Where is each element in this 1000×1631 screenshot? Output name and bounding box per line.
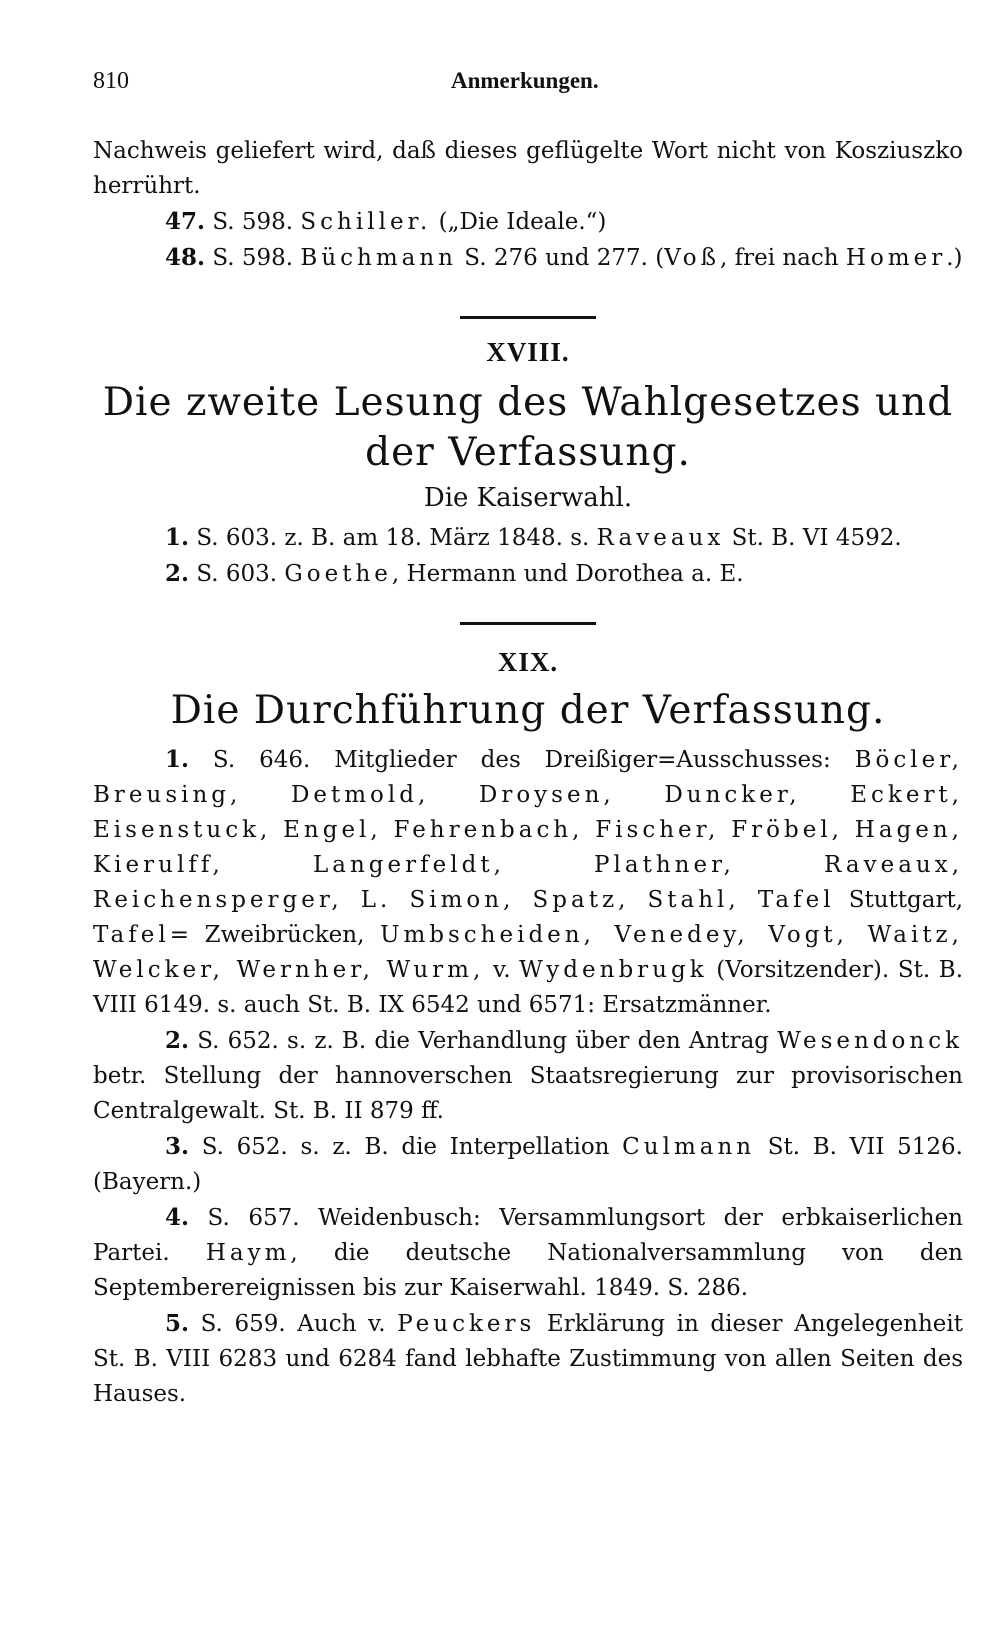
note-2 bbox=[93, 1023, 963, 1129]
note-ref: S. 598. bbox=[212, 245, 294, 271]
section-title: Die zweite Lesung des Wahlgesetzes und der Verfassung. bbox=[102, 380, 954, 475]
page bbox=[93, 60, 963, 1412]
note-text: Stuttgart, bbox=[848, 887, 964, 913]
note-text: St. B. VII 5126. (Bayern.) bbox=[93, 1134, 963, 1195]
section-number: XIX. bbox=[497, 647, 559, 677]
note-5 bbox=[93, 1306, 963, 1412]
note-name: Wesendonck bbox=[777, 1028, 964, 1054]
note-number: 48. bbox=[165, 244, 206, 271]
note-text: („Die Ideale.“) bbox=[438, 209, 607, 235]
note-name: Goethe bbox=[284, 561, 392, 587]
note-text: S. 659. Auch v. bbox=[200, 1311, 386, 1337]
note-name: Haym bbox=[205, 1240, 291, 1266]
note-text: , Hermann und Dorothea a. E. bbox=[391, 561, 744, 587]
note-author: Büchmann bbox=[300, 245, 457, 271]
note-text: , die deutsche Nationalversammlung von den Septemberereignissen bis zur Kaiserwahl. 1849. S. 286. bbox=[93, 1240, 963, 1301]
note-number: 3. bbox=[165, 1133, 190, 1160]
note-ref: S. 598. bbox=[212, 209, 294, 235]
note-name: Voß bbox=[664, 245, 720, 271]
section-title: Die Durchführung der Verfassung. bbox=[170, 688, 886, 733]
note-name: Culmann bbox=[622, 1134, 756, 1160]
page-number: 810 bbox=[93, 68, 129, 94]
note-text: S. 603. bbox=[196, 561, 278, 587]
note-48 bbox=[93, 240, 963, 276]
note-text: S. 652. s. z. B. die Interpellation bbox=[201, 1134, 610, 1160]
member-list: Tafel bbox=[93, 922, 170, 948]
note-author: Schiller. bbox=[300, 209, 432, 235]
note-1 bbox=[93, 742, 963, 1023]
note-name: Peuckers bbox=[397, 1311, 536, 1337]
section-number: XVIII. bbox=[486, 337, 570, 367]
section-subtitle: Die Kaiserwahl. bbox=[423, 483, 633, 513]
note-text: S. 657. Weidenbusch: Versammlungsort der erbkaiserlichen Partei. bbox=[93, 1205, 963, 1266]
running-title: Anmerkungen. bbox=[451, 68, 599, 93]
note-number: 1. bbox=[165, 524, 190, 551]
note-number: 2. bbox=[165, 1027, 190, 1054]
note-name: Homer bbox=[845, 245, 947, 271]
note-1 bbox=[93, 520, 963, 556]
note-text: (Vorsitzender). St. B. VIII 6149. s. auch St. B. IX 6542 und 6571: Ersatzmänner. bbox=[93, 957, 963, 1018]
section-divider bbox=[460, 316, 596, 319]
member-list: Böcler, Breusing, Detmold, Droysen, Duncker, Eckert, Eisenstuck, Engel, Fehrenbach, Fischer, Fröbel, Hagen, Kierulff, Langerfeldt, Plathner, Raveaux, Reichensperger, L. Simon, Spatz, Stahl, Tafel bbox=[93, 747, 963, 913]
note-text: v. bbox=[492, 957, 511, 983]
continuation-paragraph bbox=[93, 134, 963, 204]
note-3 bbox=[93, 1129, 963, 1200]
section-divider bbox=[460, 622, 596, 625]
note-text: S. 603. z. B. am 18. März 1848. s. bbox=[196, 525, 590, 551]
continuation-text: Nachweis geliefert wird, daß dieses geflügelte Wort nicht von Kosziuszko herrührt. bbox=[93, 138, 963, 199]
member-list: Umbscheiden, Venedey, Vogt, Waitz, Welcker, Wernher, Wurm, bbox=[93, 922, 963, 983]
note-name: Raveaux bbox=[596, 525, 725, 551]
note-text: St. B. VI 4592. bbox=[731, 525, 902, 551]
note-text: .) bbox=[946, 245, 963, 271]
note-text: S. 646. Mitglieder des Dreißiger=Ausschusses: bbox=[212, 747, 831, 773]
member-list: Wydenbrugk bbox=[519, 957, 708, 983]
running-head bbox=[93, 60, 963, 104]
note-number: 5. bbox=[165, 1310, 190, 1337]
note-47 bbox=[93, 204, 963, 240]
note-2 bbox=[93, 556, 963, 592]
note-text: S. 276 und 277. ( bbox=[464, 245, 665, 271]
note-number: 1. bbox=[165, 746, 190, 773]
note-text: Erklärung in dieser Angelegenheit St. B. VIII 6283 und 6284 fand lebhafte Zustimmung von allen Seiten des Hauses. bbox=[93, 1311, 964, 1407]
note-number: 47. bbox=[165, 208, 206, 235]
note-number: 2. bbox=[165, 560, 190, 587]
note-text: , frei nach bbox=[719, 245, 839, 271]
note-text: betr. Stellung der hannoverschen Staatsregierung zur provisorischen Centralgewalt. St. B. II 879 ff. bbox=[93, 1063, 963, 1124]
note-4 bbox=[93, 1200, 963, 1306]
note-text: S. 652. s. z. B. die Verhandlung über den Antrag bbox=[197, 1028, 770, 1054]
note-number: 4. bbox=[165, 1204, 190, 1231]
note-text: = Zweibrücken, bbox=[169, 922, 365, 948]
